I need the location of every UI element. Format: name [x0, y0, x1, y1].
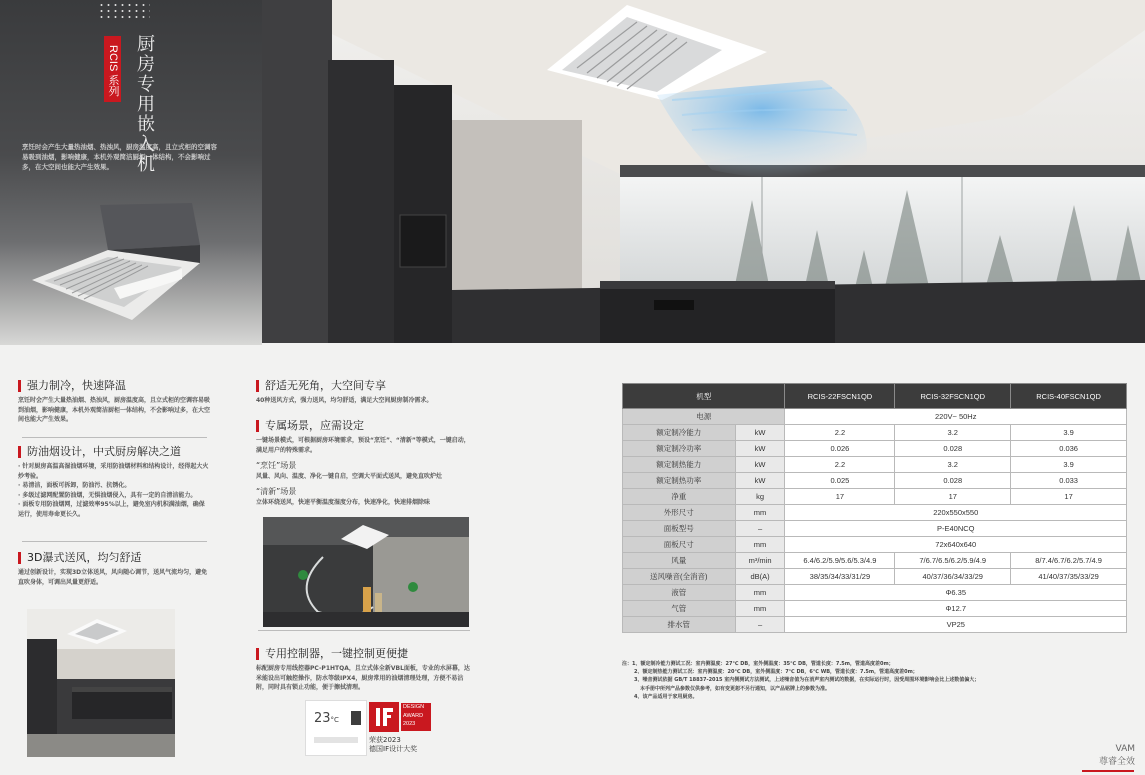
product-title: 厨房专用嵌入机	[134, 34, 155, 174]
row-value: 17	[785, 489, 895, 505]
controller-temperature: 23	[314, 711, 331, 726]
brand-mark	[1099, 743, 1135, 769]
row-label: 液管	[623, 585, 736, 601]
row-unit: mm	[735, 585, 785, 601]
row-value: 40/37/36/34/33/29	[895, 569, 1011, 585]
row-value: 6.4/6.2/5.9/5.6/5.3/4.9	[785, 553, 895, 569]
note-line: 注：1、额定制冷能力测试工况：室内侧温度：27℃ DB，室外侧温度：35℃ DB，管道长度：7.5m，管道高度差0m；	[622, 661, 894, 667]
row-unit: –	[735, 521, 785, 537]
feature-body: 一键场景模式，可根据厨房环境需求，预设“烹饪”、“清新”等模式，一键启动，满足用户的特殊需求。	[256, 437, 470, 454]
note-line: 4、该产品适用于家用厨房。	[634, 693, 698, 700]
row-value: 220V~ 50Hz	[785, 409, 1127, 425]
row-value: 2.2	[785, 457, 895, 473]
controller-buttons	[314, 737, 358, 743]
row-value: P-E40NCQ	[785, 521, 1127, 537]
hero-left-panel	[0, 0, 262, 345]
row-label: 额定制冷能力	[623, 425, 736, 441]
series-tag: RCIS 系列	[104, 36, 121, 102]
row-label: 额定制冷功率	[623, 441, 736, 457]
kitchen-hero-photo	[262, 0, 1145, 343]
divider	[22, 541, 207, 542]
feature-title: 专属场景，应需设定	[256, 420, 471, 432]
ceiling-unit-image	[22, 195, 222, 330]
row-value: Φ6.35	[785, 585, 1127, 601]
row-label: 额定制热能力	[623, 457, 736, 473]
row-label: 送风噪音(全消音)	[623, 569, 736, 585]
table-row	[623, 505, 1127, 521]
row-value: 17	[1011, 489, 1127, 505]
table-row	[623, 601, 1127, 617]
scene-body: 风量、风向、温度、净化一键自启，空调大平面式送风，避免直吹炉灶	[256, 473, 443, 480]
row-value: 0.028	[895, 473, 1011, 489]
kitchen-scene-photo	[27, 609, 175, 757]
feature-title: 防油烟设计，中式厨房解决之道	[18, 446, 210, 458]
row-label: 额定制热功率	[623, 473, 736, 489]
row-value: 8/7.4/6.7/6.2/5.7/4.9	[1011, 553, 1127, 569]
table-row	[623, 537, 1127, 553]
row-value: 3.9	[1011, 457, 1127, 473]
row-value: 0.025	[785, 473, 895, 489]
row-value: 38/35/34/33/31/29	[785, 569, 895, 585]
table-header-row	[623, 384, 1127, 409]
row-value: 2.2	[785, 425, 895, 441]
table-row	[623, 489, 1127, 505]
scene-title: “烹饪”场景	[256, 461, 297, 470]
note-line: 3、噪音测试依据 GB/T 18837-2015 室内侧测试方法测试，上述噪音值为在消声室内测试的数据，在实际运行时，因受周围环境影响会比上述数值偏大；	[634, 677, 980, 684]
feature-title: 强力制冷，快速降温	[18, 380, 210, 392]
row-label: 电源	[623, 409, 785, 425]
row-unit: m³/min	[735, 553, 785, 569]
award-line1: DESIGN	[403, 704, 425, 710]
award-caption	[369, 736, 417, 754]
header-model-32: RCIS-32FSCN1QD	[895, 384, 1011, 409]
feature-body: · 针对厨房高温高湿油烟环境，采用防油烟材料和结构设计，经得起大火炒考验。 · 易清洁，面板可拆卸，防油污、抗锈化。 · 多级过滤网配置防油烟，无惧油烟侵入，具有一定的自清洁能力。 · 面板专用防油烟网，过滤效率95%以上，避免室内机积满油烟，确保运行，使用寿命更长久。	[18, 463, 209, 518]
row-unit: mm	[735, 537, 785, 553]
table-row	[623, 553, 1127, 569]
brand-line-2: 尊睿全效	[1098, 757, 1135, 767]
row-label: 排水管	[623, 617, 736, 633]
row-value: 0.033	[1011, 473, 1127, 489]
award-caption-2: 德国IF设计大奖	[369, 745, 418, 753]
controller-unit: °C	[330, 716, 339, 724]
note-line: 本手册中所列产品参数仅供参考，如有变更恕不另行通知，以产品铭牌上的参数为准。	[640, 685, 831, 692]
row-value: 3.9	[1011, 425, 1127, 441]
feature-body: 40种送风方式，强力送风，均匀舒适，满足大空间厨房制冷需求。	[256, 397, 433, 404]
scene-title: “清新”场景	[256, 486, 297, 496]
dot-grid-decoration	[98, 2, 150, 20]
if-logo-icon	[369, 702, 399, 732]
row-value: 17	[895, 489, 1011, 505]
table-row	[623, 473, 1127, 489]
row-unit: kg	[735, 489, 785, 505]
row-value: 41/40/37/35/33/29	[1011, 569, 1127, 585]
feature-title: 3D瀑式送风，均匀舒适	[18, 552, 210, 564]
header-model-40: RCIS-40FSCN1QD	[1011, 384, 1127, 409]
table-row	[623, 521, 1127, 537]
row-label: 面板型号	[623, 521, 736, 537]
header-model-22: RCIS-22FSCN1QD	[785, 384, 895, 409]
spec-table	[622, 383, 1127, 633]
feature-body: 标配厨房专用线控器PC-P1HTQA，且立式体全新VBL面板，专业的水屏幕，达米能设出可触控操作，防水等级IPX4，厨房常用的油烟清理处理，方便不易沾附，同时具有锁止功能，便于擦拭清理。	[256, 665, 470, 691]
row-unit: dB(A)	[735, 569, 785, 585]
divider	[258, 630, 470, 631]
brand-accent-line	[1082, 770, 1134, 772]
row-unit: mm	[735, 505, 785, 521]
row-value: 220x550x550	[785, 505, 1127, 521]
table-row	[623, 409, 1127, 425]
feature-body: 烹饪时会产生大量热油烟、热浊风，厨房温度高，且立式柜的空调容易吸到油烟，影响健康，本机外观简洁厨柜一体结构，不会影响过多，在大空间也能大产生效果。	[18, 397, 211, 423]
row-label: 净重	[623, 489, 736, 505]
award-line2: AWARD	[403, 712, 424, 719]
row-label: 外形尺寸	[623, 505, 736, 521]
row-value: 72x640x640	[785, 537, 1127, 553]
row-label: 风量	[623, 553, 736, 569]
feature-3d-airflow	[18, 552, 210, 587]
row-unit: kW	[735, 425, 785, 441]
header-model: 机型	[623, 384, 785, 409]
note-line: 2、额定制热能力测试工况：室内侧温度：20℃ DB，室外侧温度：7℃ DB，6℃ WB，管道长度：7.5m，管道高度差0m；	[634, 669, 918, 676]
row-unit: mm	[735, 601, 785, 617]
award-caption-1: 荣获2023	[369, 736, 401, 744]
table-row	[623, 457, 1127, 473]
table-row	[623, 425, 1127, 441]
if-award-logo	[369, 702, 433, 732]
row-value: 7/6.7/6.5/6.2/5.9/4.9	[895, 553, 1011, 569]
row-value: 0.036	[1011, 441, 1127, 457]
award-line3: 2023	[403, 721, 416, 727]
feature-cooling	[18, 380, 210, 425]
feature-anti-oil	[18, 446, 210, 519]
feature-title: 舒适无死角，大空间专享	[256, 380, 471, 392]
table-row	[623, 441, 1127, 457]
row-unit: kW	[735, 473, 785, 489]
table-row	[623, 617, 1127, 633]
row-value: 0.028	[895, 441, 1011, 457]
table-row	[623, 585, 1127, 601]
row-unit: kW	[735, 441, 785, 457]
feature-controller	[256, 648, 471, 693]
feature-body: 通过创新设计，实现3D立体送风，风向随心调节，送风气流均匀，避免直吹身体，可调出风量更舒适。	[18, 569, 208, 586]
row-value: Φ12.7	[785, 601, 1127, 617]
brand-line-1: VAM	[1115, 744, 1135, 754]
row-unit: –	[735, 617, 785, 633]
hero-description: 烹饪时会产生大量热油烟、热浊风，厨房温度高，且立式柜的空调容易吸到油烟，影响健康，本机外观简洁厨柜一体结构，不会影响过多，在大空间也能大产生效果。	[22, 143, 217, 171]
row-label: 面板尺寸	[623, 537, 736, 553]
row-value: 0.026	[785, 441, 895, 457]
row-value: 3.2	[895, 425, 1011, 441]
divider	[22, 437, 207, 438]
spec-table-body	[623, 409, 1127, 633]
feature-large-space	[256, 380, 471, 406]
row-label: 气管	[623, 601, 736, 617]
spec-notes	[622, 660, 1127, 701]
row-value: VP25	[785, 617, 1127, 633]
feature-scenes	[256, 420, 471, 507]
scene-body: 立体环绕送风，快速平衡温度湿度分布，快速净化，快速排烟除味	[256, 498, 431, 506]
row-unit: kW	[735, 457, 785, 473]
scene-living-photo	[263, 517, 469, 627]
controller-icon	[351, 711, 361, 725]
table-row	[623, 569, 1127, 585]
row-value: 3.2	[895, 457, 1011, 473]
feature-title: 专用控制器，一键控制更便捷	[256, 648, 471, 660]
wired-controller	[305, 700, 367, 756]
